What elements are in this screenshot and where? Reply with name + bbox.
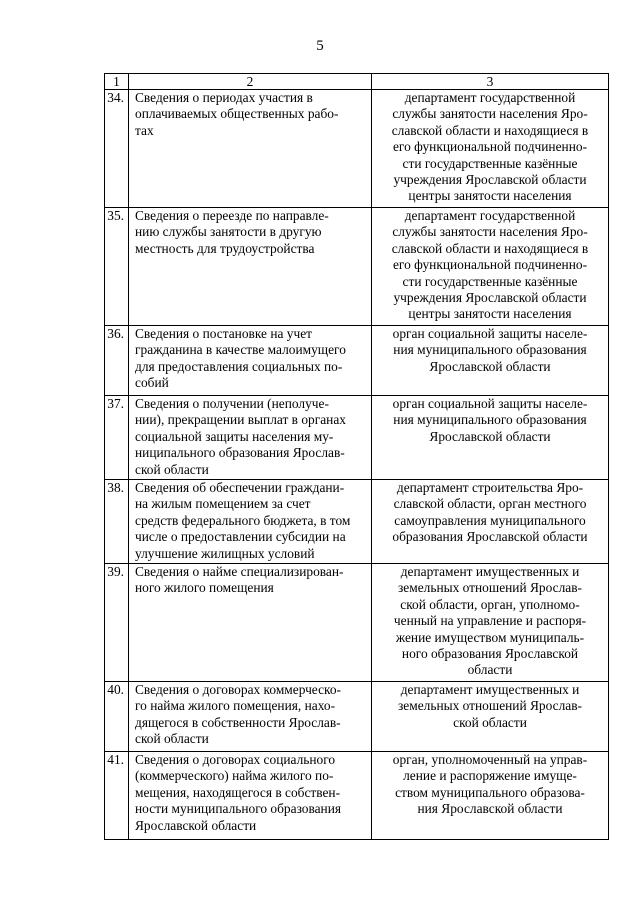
description-line: ниципального образования Ярослав-: [135, 445, 345, 461]
description-line: социальной защиты населения му-: [135, 428, 334, 444]
description-line: Сведения о постановке на учет: [135, 326, 313, 341]
organization-line: орган социальной защиты населе-: [392, 396, 588, 411]
table-row: [105, 480, 609, 564]
description-line: (коммерческого) найма жилого по-: [135, 768, 334, 784]
organization-line: ской области: [453, 714, 527, 730]
organization-line: ния муниципального образования: [393, 412, 587, 428]
description-line: Сведения о получении (неполуче-: [135, 396, 329, 411]
organization-line: ния Ярославской области: [417, 801, 563, 817]
row-description: [129, 480, 372, 564]
description-line: Сведения о договорах коммерческо-: [135, 682, 342, 697]
description-line: Сведения об обеспечении граждани-: [135, 480, 345, 495]
description-line: Сведения о найме специализирован-: [135, 564, 344, 579]
row-number: 37.: [105, 396, 129, 480]
row-description: [129, 682, 372, 752]
row-description: [129, 396, 372, 480]
description-line: оплачиваемых общественных рабо-: [135, 106, 339, 122]
organization-line: ния муниципального образования: [393, 342, 587, 358]
organization-line: его функциональной подчиненно-: [392, 257, 588, 273]
organization-line: его функциональной подчиненно-: [392, 139, 588, 155]
description-line: нии), прекращении выплат в органах: [135, 412, 346, 428]
organization-line: самоуправления муниципального: [394, 512, 586, 528]
organization-line: земельных отношений Ярослав-: [398, 698, 582, 714]
row-description: [129, 208, 372, 326]
description-line: Ярославской области: [135, 817, 257, 833]
row-number: 39.: [105, 564, 129, 682]
organization-line: ством муниципального образова-: [395, 784, 585, 800]
description-line: улучшение жилищных условий: [135, 545, 315, 561]
organization-line: области: [467, 662, 513, 678]
organization-line: орган, уполномоченный на управ-: [392, 752, 588, 767]
organization-line: Ярославской области: [429, 358, 551, 374]
row-description: [129, 752, 372, 840]
description-line: дящегося в собственности Ярослав-: [135, 714, 341, 730]
organization-line: ской области, орган, уполномо-: [400, 596, 580, 612]
description-line: числе о предоставлении субсидии на: [135, 529, 346, 545]
organization-line: департамент имущественных и: [400, 564, 580, 579]
organization-line: славской области, орган местного: [393, 496, 587, 512]
row-description: [129, 326, 372, 396]
description-line: Сведения о договорах социального: [135, 752, 336, 767]
organization-line: славской области и находящиеся в: [391, 122, 589, 138]
row-organization: [372, 480, 609, 564]
row-number: 34.: [105, 90, 129, 208]
organization-line: ного образования Ярославской: [401, 646, 579, 662]
row-organization: [372, 396, 609, 480]
description-line: ской области: [135, 461, 209, 477]
table-row: [105, 90, 609, 208]
organization-line: образования Ярославской области: [392, 529, 588, 545]
description-line: ного жилого помещения: [135, 580, 274, 596]
row-organization: [372, 90, 609, 208]
row-organization: [372, 208, 609, 326]
organization-line: департамент имущественных и: [400, 682, 580, 697]
description-line: Сведения о переезде по направле-: [135, 208, 329, 223]
table-row: [105, 752, 609, 840]
table-row: [105, 208, 609, 326]
row-description: [129, 90, 372, 208]
organization-line: учреждения Ярославской области: [393, 290, 587, 306]
organization-line: Ярославской области: [429, 428, 551, 444]
header-col-1: 1: [105, 74, 129, 90]
organization-line: земельных отношений Ярослав-: [398, 580, 582, 596]
organization-line: департамент государственной: [404, 208, 576, 223]
table-row: [105, 326, 609, 396]
organization-line: ление и распоряжение имуще-: [403, 768, 577, 784]
organization-line: ченный на управление и распоря-: [393, 613, 587, 629]
row-number: 40.: [105, 682, 129, 752]
organization-line: учреждения Ярославской области: [393, 172, 587, 188]
organization-line: сти государственные казённые: [402, 273, 578, 289]
organization-line: службы занятости населения Яро-: [392, 106, 588, 122]
table-row: [105, 396, 609, 480]
row-organization: [372, 326, 609, 396]
description-line: гражданина в качестве малоимущего: [135, 342, 346, 358]
organization-line: сти государственные казённые: [402, 155, 578, 171]
organization-line: славской области и находящиеся в: [391, 240, 589, 256]
description-line: ской области: [135, 731, 209, 747]
description-line: собий: [135, 375, 169, 391]
table-row: [105, 564, 609, 682]
page-number: 5: [316, 38, 324, 54]
description-line: ности муниципального образования: [135, 801, 342, 817]
description-line: местность для трудоустройства: [135, 240, 315, 256]
organization-line: службы занятости населения Яро-: [392, 224, 588, 240]
header-col-3: 3: [372, 74, 609, 90]
row-number: 35.: [105, 208, 129, 326]
description-line: Сведения о периодах участия в: [135, 90, 313, 105]
organization-line: департамент государственной: [404, 90, 576, 105]
organization-line: центры занятости населения: [408, 188, 572, 204]
row-organization: [372, 752, 609, 840]
row-organization: [372, 564, 609, 682]
description-line: для предоставления социальных по-: [135, 358, 343, 374]
document-table: [104, 73, 609, 840]
organization-line: жение имуществом муниципаль-: [395, 629, 585, 645]
organization-line: орган социальной защиты населе-: [392, 326, 588, 341]
description-line: мещения, находящегося в собствен-: [135, 784, 341, 800]
row-number: 36.: [105, 326, 129, 396]
organization-line: департамент строительства Яро-: [396, 480, 584, 495]
organization-line: центры занятости населения: [408, 306, 572, 322]
description-line: нию службы занятости в другую: [135, 224, 322, 240]
header-col-2: 2: [129, 74, 372, 90]
table-row: [105, 682, 609, 752]
table-header-row: [105, 74, 609, 90]
description-line: го найма жилого помещения, нахо-: [135, 698, 336, 714]
row-number: 38.: [105, 480, 129, 564]
description-line: средств федерального бюджета, в том: [135, 512, 351, 528]
description-line: на жилым помещением за счет: [135, 496, 311, 512]
row-description: [129, 564, 372, 682]
row-organization: [372, 682, 609, 752]
row-number: 41.: [105, 752, 129, 840]
description-line: тах: [135, 122, 154, 138]
